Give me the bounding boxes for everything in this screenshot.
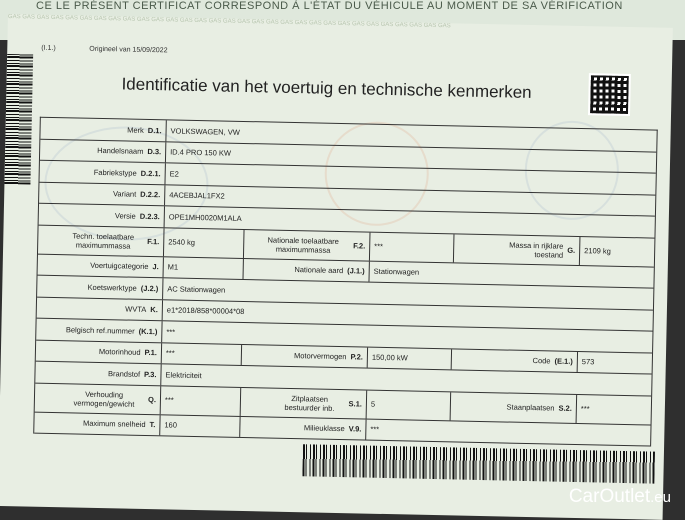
field-value: 5 (367, 390, 452, 420)
field-label: Staanplaatsen (506, 402, 555, 413)
field-value: *** (370, 232, 455, 262)
field-value: *** (580, 404, 590, 414)
field-value: 160 (160, 415, 240, 437)
field-value: Elektriciteit (165, 370, 202, 380)
field-label: Nationale toelaatbare maximummassa (267, 234, 339, 255)
field-label: Verhouding vermogen/gewicht (73, 389, 135, 409)
field-label: Motorvermogen (293, 351, 347, 362)
field-code: D.2.1. (140, 168, 161, 178)
watermark-strip: GAS GAS GAS GAS GAS GAS GAS GAS GAS GAS GAS GAS GAS GAS GAS GAS GAS GAS GAS GAS GAS GAS GAS GAS GAS GAS GAS GAS GAS GAS GAS (7, 14, 451, 30)
underlying-document-text: CE LE PRÉSENT CERTIFICAT CORRESPOND À L'ÉTAT DU VÉHICULE AU MOMENT DE SA VÉRIFICATION (36, 0, 623, 12)
field-code: P.3. (144, 369, 157, 379)
field-label: Versie (114, 211, 136, 221)
field-code: V.9. (348, 424, 362, 434)
field-label: Voertuigcategorie (90, 261, 149, 272)
field-value: VOLKSWAGEN, VW (170, 126, 240, 137)
field-value: *** (162, 343, 242, 365)
field-label: Motorinhoud (98, 347, 141, 358)
field-label: Variant (112, 189, 137, 199)
field-label: Zitplaatsen bestuurder inb. (284, 393, 335, 413)
bottom-barcode (302, 444, 655, 483)
field-value: ID.4 PRO 150 KW (170, 147, 232, 158)
field-value: *** (166, 327, 176, 337)
field-code: D.2.3. (139, 211, 160, 221)
field-label: Techn. toelaatbare maximummassa (72, 230, 135, 251)
field-code: S.1. (348, 399, 363, 409)
qr-code (588, 73, 631, 116)
field-value: M1 (164, 257, 244, 279)
field-code: D.1. (147, 125, 162, 135)
field-value: Stationwagen (373, 266, 420, 277)
field-code: (J.2.) (140, 283, 159, 293)
field-label: Merk (127, 125, 144, 135)
field-code: (E.1.) (554, 356, 573, 367)
field-label: Koetswerktype (87, 282, 137, 293)
field-code: Q. (147, 395, 157, 405)
field-label: Brandstof (107, 368, 141, 379)
field-code: F.2. (353, 241, 366, 251)
side-barcode (4, 54, 33, 185)
field-code: J. (152, 262, 159, 272)
field-label: Milieuklasse (303, 423, 345, 434)
field-value: OPE1MH0020M1ALA (168, 212, 242, 223)
logo-text: CarOutlet (568, 486, 651, 507)
field-label: Fabriekstype (93, 167, 137, 178)
field-label: Handelsnaam (97, 146, 144, 157)
field-value: AC Stationwagen (167, 284, 226, 295)
vehicle-data-table (33, 117, 658, 447)
field-value: 150,00 kW (368, 347, 452, 369)
field-value: 2109 kg (584, 246, 611, 256)
site-logo (569, 486, 671, 508)
field-code: G. (567, 245, 576, 255)
document-ref: (I.1.) (41, 44, 56, 53)
field-label: Massa in rijklare toestand (509, 240, 564, 260)
field-code: P.1. (144, 348, 158, 358)
field-value: *** (370, 424, 380, 435)
field-code: (J.1.) (347, 266, 365, 276)
field-value: 2540 kg (164, 228, 245, 258)
field-value: *** (161, 386, 242, 416)
registration-certificate (0, 14, 673, 520)
field-value: 573 (581, 357, 595, 367)
field-value: e1*2018/858*00004*08 (166, 305, 245, 317)
field-code: S.2. (558, 403, 572, 413)
document-date: Origineel van 15/09/2022 (89, 45, 168, 55)
field-code: P.2. (350, 352, 363, 362)
field-value: E2 (169, 169, 179, 179)
field-code: F.1. (147, 236, 160, 247)
field-code: T. (149, 420, 156, 430)
field-code: D.2.2. (140, 190, 161, 200)
field-value: 4ACEBJAL1FX2 (169, 190, 225, 201)
field-label: Code (532, 356, 551, 366)
field-label: Belgisch ref.nummer (65, 325, 135, 336)
document-title: Identificatie van het voertuig en technische kenmerken (121, 74, 532, 102)
logo-suffix: .eu (650, 489, 671, 506)
field-code: (K.1.) (138, 326, 158, 336)
field-label: Nationale aard (294, 265, 344, 276)
field-label: Maximum snelheid (82, 418, 146, 430)
field-label: WVTA (125, 304, 147, 315)
field-code: D.3. (147, 147, 162, 157)
field-code: K. (150, 305, 158, 315)
